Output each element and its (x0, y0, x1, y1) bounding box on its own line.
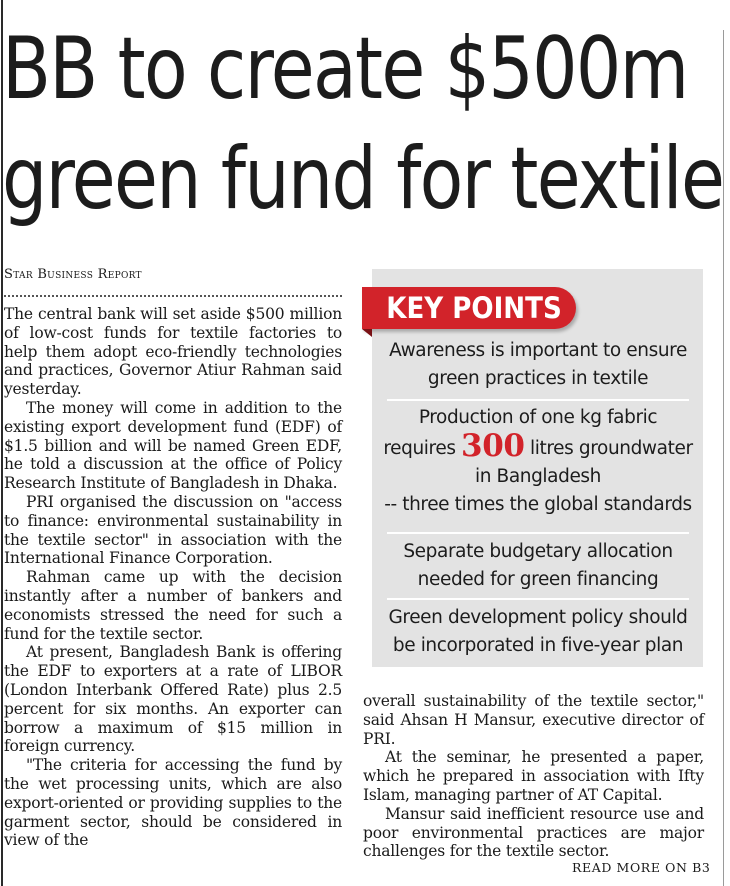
key-points-title: KEY POINTS (386, 291, 562, 325)
read-more-link[interactable]: READ MORE ON B3 (572, 860, 711, 875)
key-point-separator (387, 532, 689, 534)
key-point-2-text-c: -- three times the global standards (384, 494, 692, 515)
paragraph: "The criteria for accessing the fund by the wet processing units, which are also export-oriented or providing supplies to the garment sector, should be considered in view of the (4, 756, 342, 850)
key-point-2-text-a: Production of one kg fabric requires (383, 407, 658, 459)
article-column-2 (363, 692, 704, 861)
byline: Star Business Report (4, 267, 142, 282)
paragraph: The money will come in addition to the existing export development fund (EDF) of $1.5 billion and will be named Green EDF, he told a discussion at the office of Policy Research Institute of Bangladesh in Dhaka. (4, 398, 342, 493)
dotted-divider (4, 295, 342, 297)
key-point-3: Separate budgetary allocation needed for green financing (403, 541, 673, 590)
paragraph: overall sustainability of the textile sector," said Ahsan H Mansur, executive director of PRI. (363, 692, 704, 748)
headline-line-1: BB to create $500m (2, 19, 688, 119)
key-point-4: Green development policy should be incorporated in five-year plan (388, 607, 688, 656)
key-point-2-text-b: litres groundwater in Bangladesh (474, 438, 693, 487)
paragraph: At present, Bangladesh Bank is offering the EDF to exporters at a rate of LIBOR (London Interbank Offered Rate) plus 2.5 percent for six months. An exporter can borrow a maximum of $15 million in foreign currency. (4, 643, 342, 756)
headline-line-2: green fund for textile (2, 129, 724, 229)
headline (2, 14, 724, 234)
paragraph: PRI organised the discussion on "access to finance: environmental sustainability in the textile sector" in association with the International Finance Corporation. (4, 492, 342, 568)
key-point-2-highlight-number: 300 (461, 428, 525, 464)
key-point-separator (387, 598, 689, 600)
banner-fold (362, 329, 372, 337)
paragraph: At the seminar, he presented a paper, which he prepared in association with Ifty Islam, managing partner of AT Capital. (363, 748, 704, 804)
article-column-1 (4, 305, 342, 850)
paragraph: Mansur said inefficient resource use and poor environmental practices are major challenges for the textile sector. (363, 804, 704, 861)
paragraph: Rahman came up with the decision instantly after a number of bankers and economists stressed the need for such a fund for the textile sector. (4, 568, 342, 643)
paragraph: The central bank will set aside $500 million of low-cost funds for textile factories to help them adopt eco-friendly technologies and practices, Governor Atiur Rahman said yesterday. (4, 305, 342, 399)
key-point-separator (387, 399, 689, 401)
key-point-2 (380, 404, 696, 519)
key-point-1: Awareness is important to ensure green practices in textile (389, 340, 687, 389)
